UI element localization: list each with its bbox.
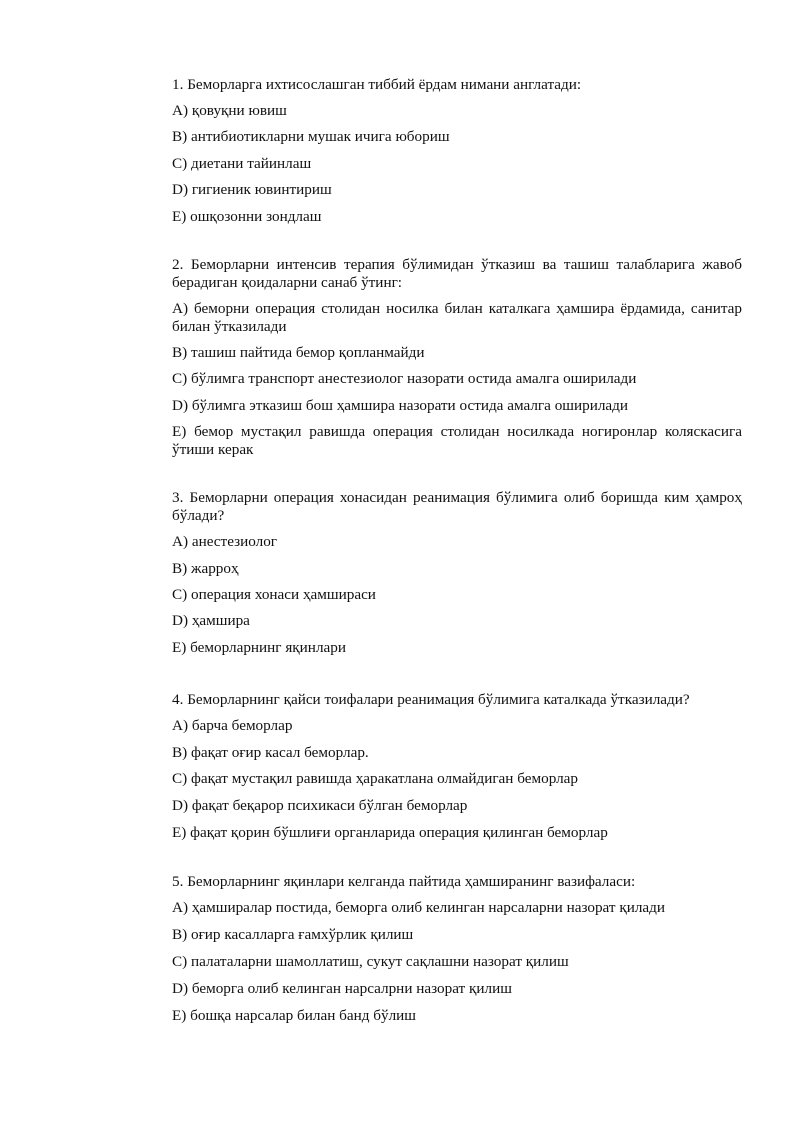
answer-option-d: D) бўлимга этказиш бош ҳамшира назорати остида амалга оширилади bbox=[172, 396, 629, 414]
question-text: 4. Беморларнинг қайси тоифалари реанимация бўлимига каталкада ўтказилади? bbox=[172, 690, 690, 708]
answer-option-e: E) беморларнинг яқинлари bbox=[172, 638, 346, 656]
question-text: 2. Беморларни интенсив терапия бўлимидан ўтказиш ва ташиш талабларига жавоб берадиган қоидаларни санаб ўтинг: bbox=[172, 255, 742, 291]
answer-option-e: E) бошқа нарсалар билан банд бўлиш bbox=[172, 1006, 416, 1024]
answer-option-c: C) диетани тайинлаш bbox=[172, 154, 312, 172]
answer-option-a: A) барча беморлар bbox=[172, 716, 293, 734]
answer-option-e: E) фақат қорин бўшлиғи органларида операция қилинган беморлар bbox=[172, 824, 608, 842]
question-text: 5. Беморларнинг яқинлари келганда пайтида ҳамширанинг вазифаласи: bbox=[172, 873, 636, 891]
question-3 bbox=[172, 489, 742, 657]
answer-option-e: E) бемор мустақил равишда операция столидан носилкада ногиронлар коляскасига ўтиши керак bbox=[172, 423, 742, 459]
question-list bbox=[172, 76, 742, 1055]
answer-option-b: B) оғир касалларга ғамхўрлик қилиш bbox=[172, 926, 414, 944]
answer-option-d: D) беморга олиб келинган нарсалрни назорат қилиш bbox=[172, 979, 512, 997]
question-text: 1. Беморларга ихтисослашган тиббий ёрдам нимани англатади: bbox=[172, 76, 582, 93]
question-1 bbox=[172, 76, 742, 226]
question-2 bbox=[172, 256, 742, 460]
answer-option-a: A) қовуқни ювиш bbox=[172, 102, 287, 119]
answer-option-e: E) ошқозонни зондлаш bbox=[172, 207, 322, 225]
answer-option-c: C) бўлимга транспорт анестезиолог назорати остида амалга оширилади bbox=[172, 370, 637, 388]
answer-option-c: C) фақат мустақил равишда ҳаракатлана олмайдиган беморлар bbox=[172, 770, 578, 788]
answer-option-c: C) операция хонаси ҳамшираси bbox=[172, 585, 376, 603]
question-5 bbox=[172, 873, 742, 1025]
answer-option-a: A) беморни операция столидан носилка билан каталкага ҳамшира ёрдамида, санитар билан ўтказилади bbox=[172, 299, 742, 335]
answer-option-b: B) антибиотикларни мушак ичига юбориш bbox=[172, 128, 450, 146]
answer-option-a: A) анестезиолог bbox=[172, 533, 278, 551]
answer-option-d: D) фақат беқарор психикаси бўлган беморлар bbox=[172, 797, 468, 815]
answer-option-d: D) гигиеник ювинтириш bbox=[172, 181, 332, 199]
answer-option-c: C) палаталарни шамоллатиш, сукут сақлашни назорат қилиш bbox=[172, 953, 569, 971]
answer-option-b: B) фақат оғир касал беморлар. bbox=[172, 743, 369, 761]
question-4 bbox=[172, 691, 742, 843]
question-text: 3. Беморларни операция хонасидан реанимация бўлимига олиб боришда ким ҳамроҳ бўлади? bbox=[172, 489, 742, 525]
answer-option-b: B) жарроҳ bbox=[172, 559, 239, 577]
answer-option-b: B) ташиш пайтида бемор қопланмайди bbox=[172, 343, 425, 361]
answer-option-a: A) ҳамширалар постида, беморга олиб келинган нарсаларни назорат қилади bbox=[172, 899, 666, 917]
answer-option-d: D) ҳамшира bbox=[172, 612, 250, 630]
